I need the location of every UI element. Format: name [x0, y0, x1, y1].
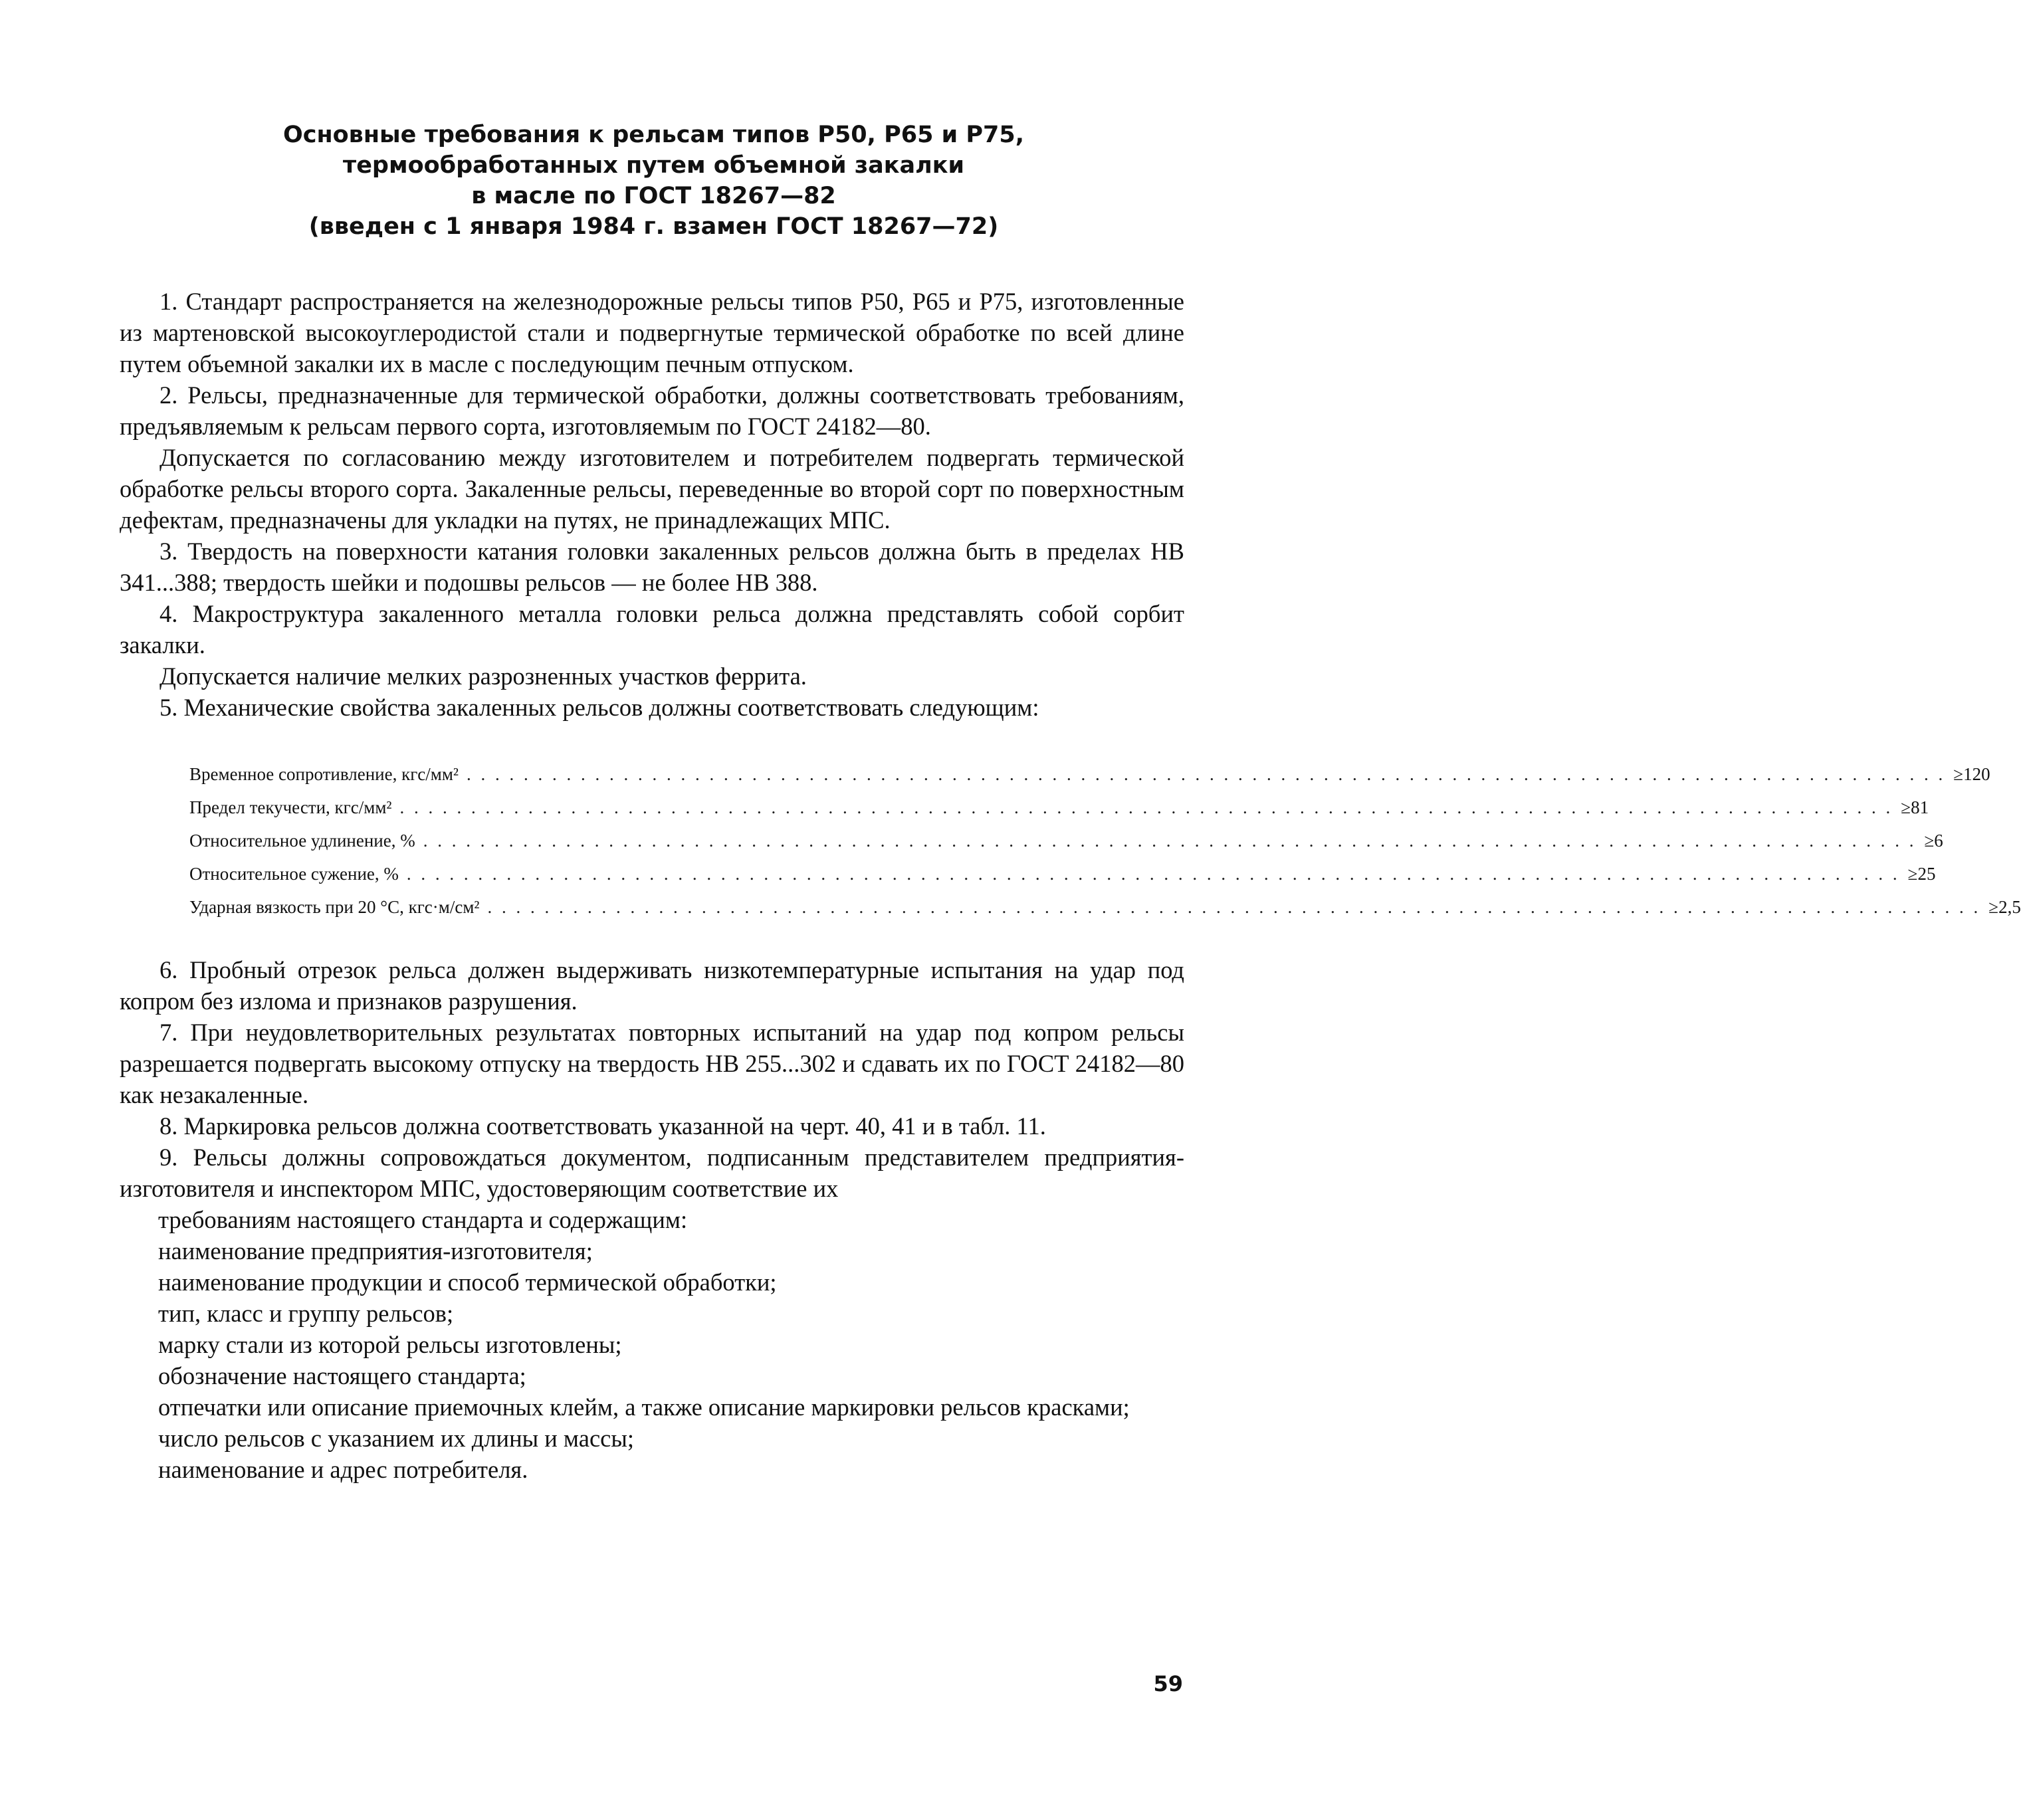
spec-label: Относительное сужение, % — [189, 864, 399, 884]
spec-value: ≥25 — [1907, 864, 1936, 884]
dot-leader: . . . . . . . . . . . . . . . . . . . . . . . . . . . . . . . . . . . . . . . . . . . . . . . . . . . . . . . . . . . . . . . . . . . . . . . . . . . . . . . . . . . . . . . . . . . . . . . . . . . . . . . . — [467, 764, 1946, 784]
spec-value: ≥2,5 — [1988, 897, 2021, 917]
title-line: термообработанных путем объемной закалки — [342, 152, 965, 179]
paragraph: 7. При неудовлетворительных результатах повторных испытаний на удар под копром рельсы разрешается подвергать высокому отпуску на твердость НВ 255...302 и сдавать их по ГОСТ 24182—80 как незакаленные. — [120, 1019, 1184, 1108]
paragraph: Допускается наличие мелких разрозненных участков феррита. — [160, 662, 807, 690]
spec-label: Относительное удлинение, % — [189, 831, 415, 851]
spec-label: Ударная вязкость при 20 °C, кгс·м/см² — [189, 897, 480, 917]
spec-value: ≥81 — [1901, 797, 1929, 817]
list-item: отпечатки или описание приемочных клейм, а также описание маркировки рельсов красками; — [158, 1393, 1130, 1421]
paragraph: 3. Твердость на поверхности катания головки закаленных рельсов должна быть в пределах НВ 341...388; твердость шейки и подошвы рельсов — не более НВ 388. — [120, 538, 1184, 596]
list-item: тип, класс и группу рельсов; — [158, 1300, 454, 1327]
paragraph: 2. Рельсы, предназначенные для термической обработки, должны соответствовать требованиям, предъявляемым к рельсам первого сорта, изготовляемым по ГОСТ 24182—80. — [120, 381, 1184, 440]
paragraph: 1. Стандарт распространяется на железнодорожные рельсы типов Р50, Р65 и Р75, изготовленные из мартеновской высокоуглеродистой стали и подвергнутые термической обработке по всей длине путем объемной закалки их в масле с последующим печным отпуском. — [120, 288, 1184, 377]
spec-label: Временное сопротивление, кгс/мм² — [189, 764, 459, 784]
title-line: в масле по ГОСТ 18267—82 — [471, 183, 836, 209]
list-item: число рельсов с указанием их длины и массы; — [158, 1425, 635, 1452]
page-number: 59 — [1153, 1671, 1183, 1696]
spec-label: Предел текучести, кгс/мм² — [189, 797, 392, 817]
spec-row — [189, 758, 1990, 791]
document-body — [120, 286, 2021, 1485]
list-item: требованиям настоящего стандарта и содержащим: — [158, 1206, 688, 1233]
dot-leader: . . . . . . . . . . . . . . . . . . . . . . . . . . . . . . . . . . . . . . . . . . . . . . . . . . . . . . . . . . . . . . . . . . . . . . . . . . . . . . . . . . . . . . . . . . . . . . . . . . . . . . . . . — [406, 864, 1900, 884]
paragraph: 8. Маркировка рельсов должна соответствовать указанной на черт. 40, 41 и в табл. 11. — [160, 1112, 1046, 1140]
mechanical-properties-list — [189, 758, 2021, 924]
paragraph: Допускается по согласованию между изготовителем и потребителем подвергать термической обработке рельсы второго сорта. Закаленные рельсы, переведенные во второй сорт по поверхностным дефектам, предназначены для укладки на путях, не принадлежащих МПС. — [120, 444, 1184, 534]
list-item: обозначение настоящего стандарта; — [158, 1362, 526, 1389]
spec-value: ≥6 — [1924, 831, 1943, 851]
title-line: (введен с 1 января 1984 г. взамен ГОСТ 18267—72) — [308, 213, 999, 240]
spec-value: ≥120 — [1953, 764, 1990, 784]
list-item: наименование продукции и способ термической обработки; — [158, 1268, 777, 1296]
dot-leader: . . . . . . . . . . . . . . . . . . . . . . . . . . . . . . . . . . . . . . . . . . . . . . . . . . . . . . . . . . . . . . . . . . . . . . . . . . . . . . . . . . . . . . . . . . . . . . . . . . . . . . . . . — [399, 797, 1893, 817]
paragraph: 9. Рельсы должны сопровождаться документом, подписанным представителем предприятия-изготовителя и инспектором МПС, удостоверяющим соответствие их — [120, 1144, 1184, 1202]
document-title — [0, 120, 1307, 242]
list-item: наименование и адрес потребителя. — [158, 1456, 528, 1483]
paragraph: 5. Механические свойства закаленных рельсов должны соответствовать следующим: — [160, 694, 1039, 721]
list-item: наименование предприятия-изготовителя; — [158, 1237, 593, 1264]
dot-leader: . . . . . . . . . . . . . . . . . . . . . . . . . . . . . . . . . . . . . . . . . . . . . . . . . . . . . . . . . . . . . . . . . . . . . . . . . . . . . . . . . . . . . . . . . . . . . . . . . . . . . . . . . — [487, 897, 1981, 917]
list-item: марку стали из которой рельсы изготовлены; — [158, 1331, 622, 1358]
spec-row — [189, 890, 2021, 924]
title-line: Основные требования к рельсам типов Р50, Р65 и Р75, — [282, 122, 1025, 148]
paragraph: 6. Пробный отрезок рельса должен выдерживать низкотемпературные испытания на удар под копром без излома и признаков разрушения. — [120, 956, 1184, 1015]
dot-leader: . . . . . . . . . . . . . . . . . . . . . . . . . . . . . . . . . . . . . . . . . . . . . . . . . . . . . . . . . . . . . . . . . . . . . . . . . . . . . . . . . . . . . . . . . . . . . . . . . . . . . . . . . — [423, 831, 1917, 851]
spec-row — [189, 824, 1943, 857]
spec-row — [189, 791, 1929, 824]
spec-row — [189, 857, 1936, 890]
paragraph: 4. Макроструктура закаленного металла головки рельса должна представлять собой сорбит закалки. — [120, 600, 1184, 658]
